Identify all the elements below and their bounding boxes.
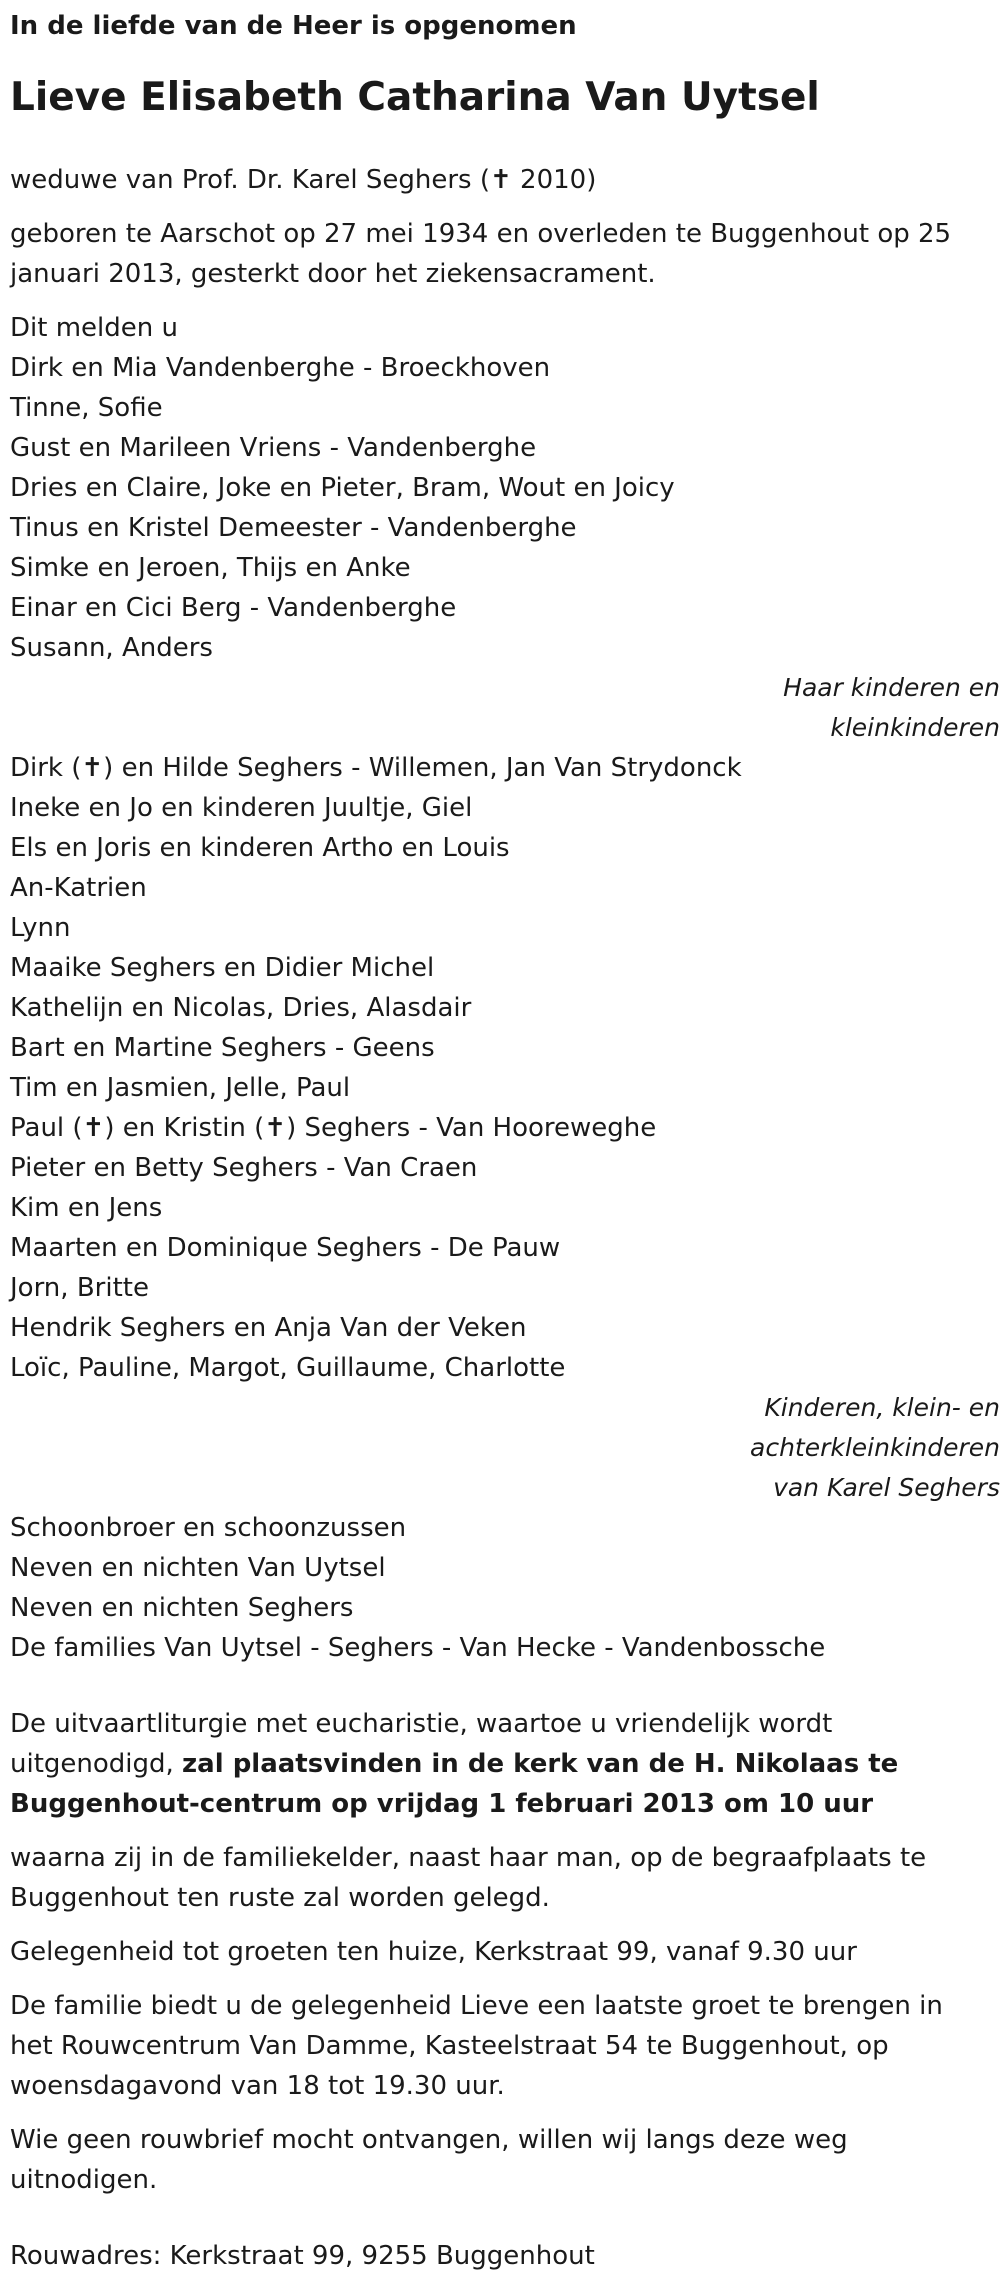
- signature-line: achterkleinkinderen: [750, 1433, 1000, 1462]
- list-item: Schoonbroer en schoonzussen: [10, 1513, 407, 1543]
- list-item: Tinne, Sofie: [10, 393, 163, 423]
- list-item: Lynn: [10, 913, 71, 943]
- list-item: Dirk en Mia Vandenberghe - Broeckhoven: [10, 353, 551, 383]
- signature-line: Haar kinderen en: [783, 673, 1000, 702]
- liturgy-bold: zal plaatsvinden in de kerk van de H. Nikolaas te Buggenhout-centrum op vrijdag 1 februari 2013 om 10 uur: [10, 1749, 899, 1819]
- list-item: Paul (✝) en Kristin (✝) Seghers - Van Hooreweghe: [10, 1113, 657, 1143]
- signature-line: van Karel Seghers: [773, 1473, 1000, 1502]
- list-item: Tinus en Kristel Demeester - Vandenberghe: [10, 513, 577, 543]
- list-item: Dries en Claire, Joke en Pieter, Bram, Wout en Joicy: [10, 473, 675, 503]
- list-item: Kathelijn en Nicolas, Dries, Alasdair: [10, 993, 472, 1023]
- list-item: Maarten en Dominique Seghers - De Pauw: [10, 1233, 561, 1263]
- list-item: Loïc, Pauline, Margot, Guillaume, Charlotte: [10, 1353, 566, 1383]
- burial-text: waarna zij in de familiekelder, naast haar man, op de begraafplaats te Buggenhout ten ruste zal worden gelegd.: [10, 1843, 927, 1913]
- list-item: Hendrik Seghers en Anja Van der Veken: [10, 1313, 527, 1343]
- signature-line: kleinkinderen: [830, 713, 1000, 742]
- deceased-name: Lieve Elisabeth Catharina Van Uytsel: [10, 75, 820, 120]
- mourning-address: Rouwadres: Kerkstraat 99, 9255 Buggenhout: [10, 2241, 595, 2271]
- liturgy-plain: De uitvaartliturgie met eucharistie, waartoe u vriendelijk wordt uitgenodigd,: [10, 1709, 833, 1779]
- list-item: Els en Joris en kinderen Artho en Louis: [10, 833, 510, 863]
- list-item: Bart en Martine Seghers - Geens: [10, 1033, 435, 1063]
- widow-of-text: weduwe van Prof. Dr. Karel Seghers (✝ 2010): [10, 165, 597, 195]
- signature-children: [10, 668, 1000, 748]
- list-item: Neven en nichten Seghers: [10, 1593, 354, 1623]
- birth-death-text: geboren te Aarschot op 27 mei 1934 en overleden te Buggenhout op 25 januari 2013, gesterkt door het ziekensacrament.: [10, 219, 952, 289]
- list-item: Jorn, Britte: [10, 1273, 149, 1303]
- list-item: Ineke en Jo en kinderen Juultje, Giel: [10, 793, 473, 823]
- signature-karel-family: [10, 1388, 1000, 1508]
- family-list-1: [10, 348, 990, 668]
- list-item: Maaike Seghers en Didier Michel: [10, 953, 435, 983]
- announce-text: Dit melden u: [10, 313, 178, 343]
- list-item: An-Katrien: [10, 873, 147, 903]
- list-item: Neven en nichten Van Uytsel: [10, 1553, 386, 1583]
- intro-heading: In de liefde van de Heer is opgenomen: [10, 11, 577, 41]
- list-item: Tim en Jasmien, Jelle, Paul: [10, 1073, 351, 1103]
- liturgy-text: [10, 1704, 990, 1824]
- list-item: Simke en Jeroen, Thijs en Anke: [10, 553, 411, 583]
- family-list-3: [10, 1508, 990, 1668]
- family-list-2: [10, 748, 990, 1388]
- list-item: Gust en Marileen Vriens - Vandenberghe: [10, 433, 537, 463]
- list-item: Einar en Cici Berg - Vandenberghe: [10, 593, 457, 623]
- list-item: Kim en Jens: [10, 1193, 163, 1223]
- condolence-text: Gelegenheid tot groeten ten huize, Kerkstraat 99, vanaf 9.30 uur: [10, 1937, 857, 1967]
- signature-line: Kinderen, klein- en: [764, 1393, 1000, 1422]
- farewell-text: De familie biedt u de gelegenheid Lieve een laatste groet te brengen in het Rouwcentrum Van Damme, Kasteelstraat 54 te Buggenhout, op woensdagavond van 18 tot 19.30 uur.: [10, 1991, 943, 2101]
- list-item: De families Van Uytsel - Seghers - Van Hecke - Vandenbossche: [10, 1633, 826, 1663]
- list-item: Dirk (✝) en Hilde Seghers - Willemen, Jan Van Strydonck: [10, 753, 742, 783]
- no-letter-text: Wie geen rouwbrief mocht ontvangen, willen wij langs deze weg uitnodigen.: [10, 2125, 848, 2195]
- list-item: Pieter en Betty Seghers - Van Craen: [10, 1153, 478, 1183]
- list-item: Susann, Anders: [10, 633, 213, 663]
